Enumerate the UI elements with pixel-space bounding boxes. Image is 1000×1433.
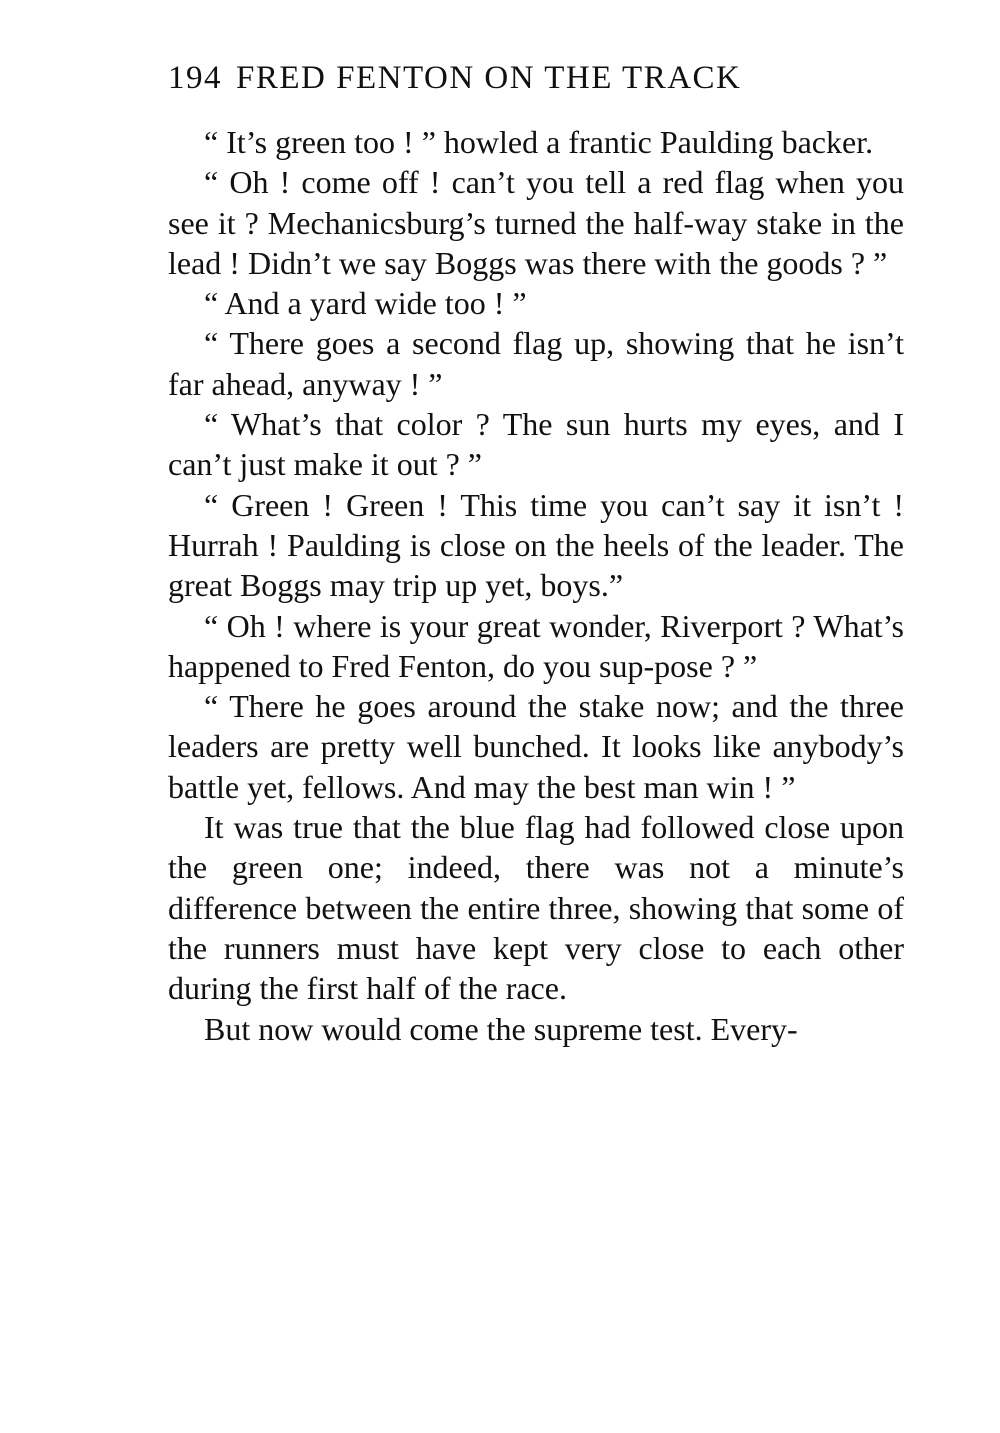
book-page bbox=[168, 56, 904, 1049]
paragraph: It was true that the blue flag had followed close upon the green one; indeed, there was not a minute’s difference between the entire three, showing that some of the runners must have kept very close to each other during the first half of the race. bbox=[168, 809, 904, 1007]
body-text bbox=[168, 122, 904, 1049]
paragraph: “ What’s that color ? The sun hurts my eyes, and I can’t just make it out ? ” bbox=[168, 406, 904, 483]
paragraph: “ Oh ! where is your great wonder, Riverport ? What’s happened to Fred Fenton, do you sup-pose ? ” bbox=[168, 607, 904, 684]
running-title: FRED FENTON ON THE TRACK bbox=[236, 60, 742, 96]
paragraph: “ And a yard wide too ! ” bbox=[204, 285, 527, 322]
running-header bbox=[168, 56, 904, 100]
paragraph: “ It’s green too ! ” howled a frantic Paulding backer. bbox=[204, 124, 874, 160]
paragraph: “ Green ! Green ! This time you can’t say it isn’t ! Hurrah ! Paulding is close on the heels of the leader. The great Boggs may trip up yet, boys.” bbox=[168, 486, 904, 604]
paragraph: But now would come the supreme test. Every- bbox=[204, 1010, 798, 1047]
paragraph: “ There he goes around the stake now; and the three leaders are pretty well bunched. It looks like anybody’s battle yet, fellows. And may the best man win ! ” bbox=[168, 688, 904, 805]
paragraph: “ There goes a second flag up, showing that he isn’t far ahead, anyway ! ” bbox=[168, 325, 904, 402]
page-number: 194 bbox=[168, 60, 222, 96]
paragraph: “ Oh ! come off ! can’t you tell a red flag when you see it ? Mechanicsburg’s turned the half-way stake in the lead ! Didn’t we say Boggs was there with the goods ? ” bbox=[168, 164, 904, 281]
